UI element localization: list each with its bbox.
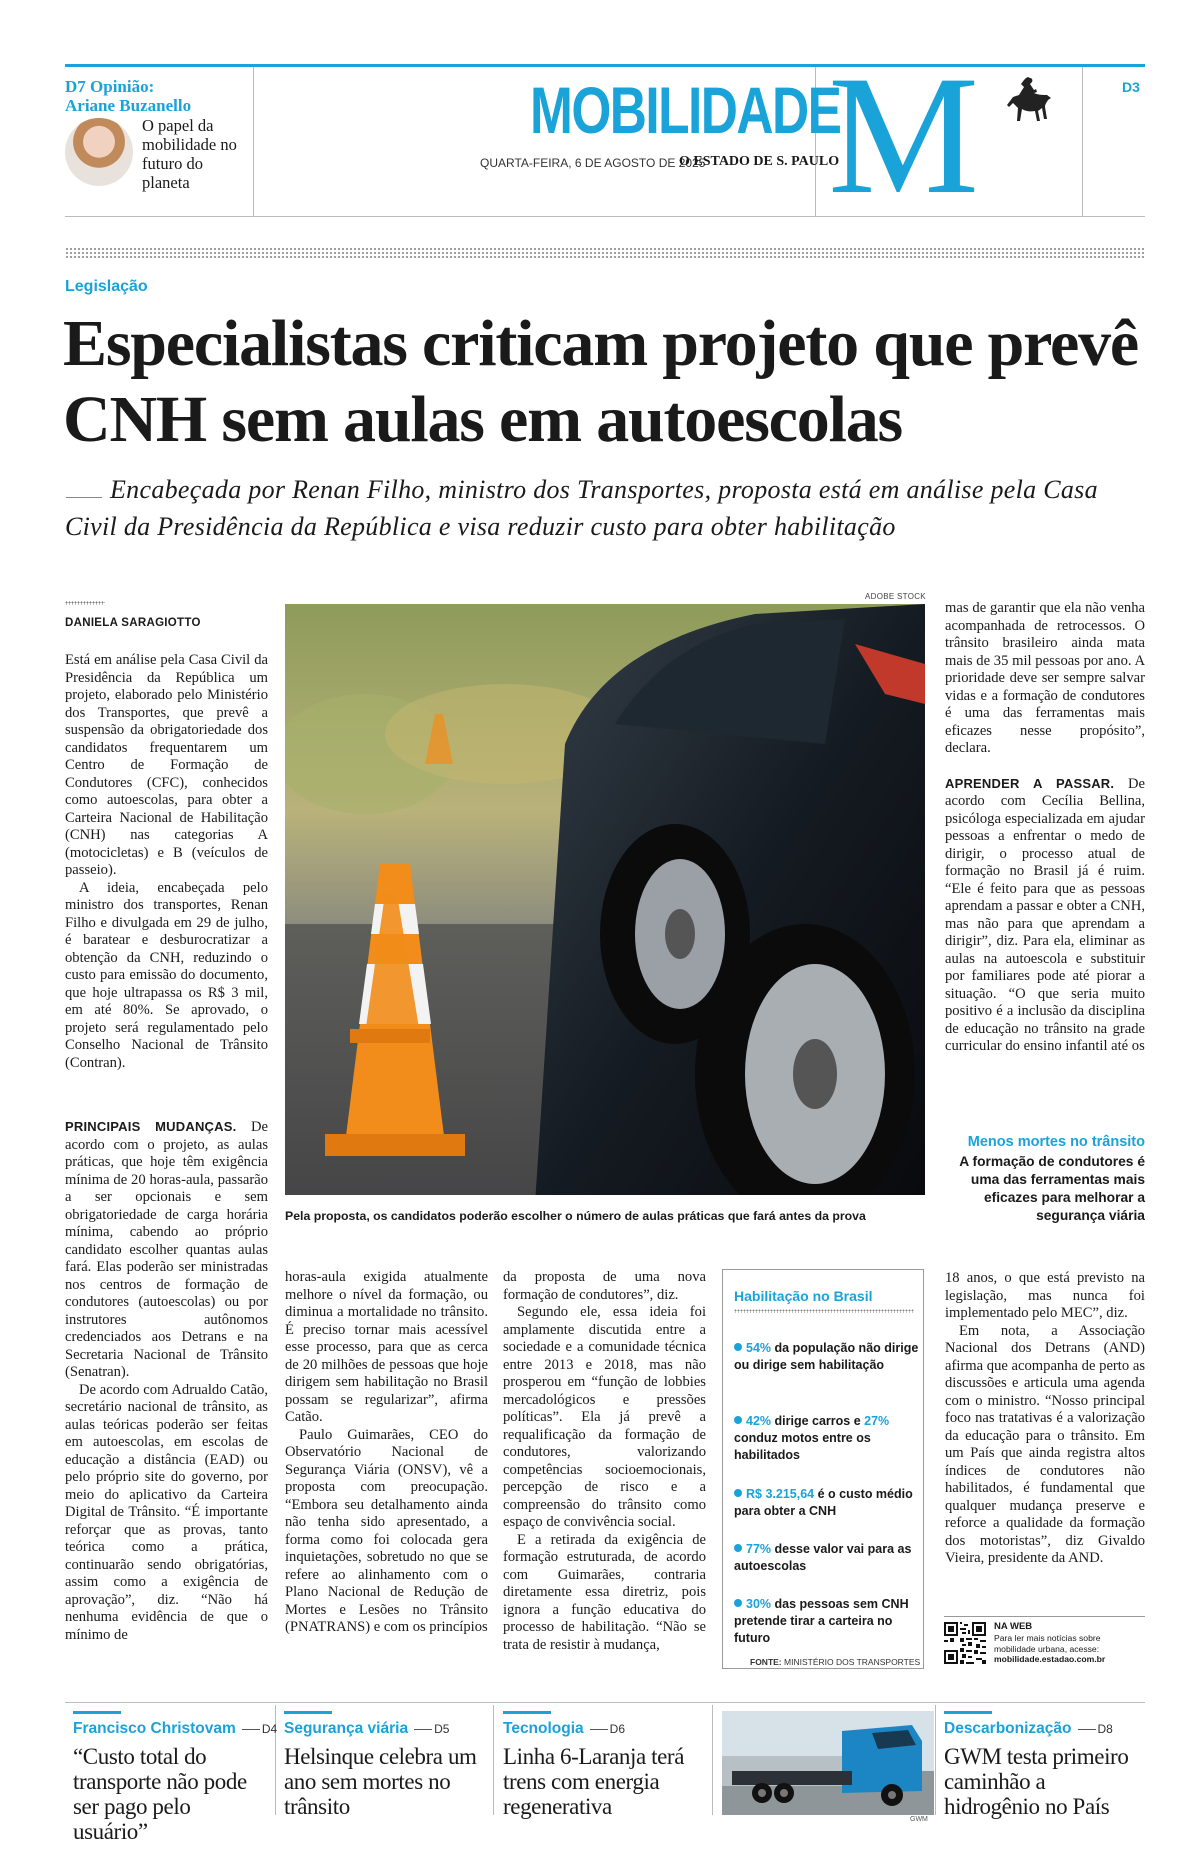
infobox-title: Habilitação no Brasil — [734, 1288, 873, 1304]
newspaper-name: O ESTADO DE S. PAULO — [679, 154, 840, 169]
byline-dots — [65, 601, 105, 605]
section-title: MOBILIDADE — [530, 73, 841, 147]
stat-item — [734, 1340, 919, 1374]
stat-item — [734, 1413, 919, 1464]
teaser-section — [503, 1720, 705, 1738]
stat-number: 54% — [746, 1341, 772, 1355]
teaser-bar — [944, 1711, 992, 1714]
stat-number: 42% — [746, 1414, 772, 1428]
stat-text: das pessoas sem CNH pretende tirar a carteira no futuro — [734, 1597, 909, 1645]
paragraph: E a retirada da exigência de formação estruturada, de acordo com Guimarães, contraria diretamente essa diretriz, pois ignora a função educativa do processo de habilitação. “Não se trata de resistir à mudança, — [503, 1531, 706, 1653]
teaser-section-name: Segurança viária — [284, 1720, 409, 1737]
article-column-1-continued — [65, 1118, 268, 1644]
stat-item — [734, 1541, 919, 1575]
article-deck: Encabeçada por Renan Filho, ministro dos Transportes, proposta está em análise pela Casa Civil da Presidência da República e visa reduzir custo para obter habilitação — [65, 475, 1098, 541]
divider — [1082, 67, 1083, 217]
teaser-bar — [73, 1711, 121, 1714]
teaser-section — [284, 1720, 486, 1738]
teaser-descarbonizacao[interactable] — [944, 1711, 1145, 1819]
teaser-page: D6 — [590, 1722, 625, 1736]
teaser-section-name: Descarbonização — [944, 1720, 1072, 1737]
stat-text: desse valor vai para as autoescolas — [734, 1542, 912, 1573]
stat-item — [734, 1486, 919, 1520]
bullet-icon — [734, 1343, 742, 1351]
web-text: Para ler mais notícias sobre mobilidade urbana, acesse: — [994, 1633, 1101, 1654]
paragraph: da proposta de uma nova formação de condutores”, diz. — [503, 1269, 706, 1303]
edition-date: QUARTA-FEIRA, 6 DE AGOSTO DE 2025 — [480, 156, 706, 170]
bullet-icon — [734, 1544, 742, 1552]
paragraph — [945, 775, 1145, 1056]
qr-code-icon[interactable] — [944, 1622, 986, 1664]
opinion-link[interactable] — [65, 77, 191, 115]
pull-quote-text: A formação de condutores é uma das ferramentas mais eficazes para melhorar a segurança viária — [959, 1154, 1145, 1223]
paragraph: Em nota, a Associação Nacional dos Detrans (AND) afirma que acompanha de perto as discussões e articula uma agenda com o ministro. “Nosso principal foco nas tratativas é a valorização da educação para o trânsito. Em um País que ainda registra altos índices de condutores não habilitados, é fundamental que qualquer mudança preserve e reforce a qualidade da formação dos motoristas”, diz Givaldo Vieira, presidente da AND. — [945, 1322, 1145, 1566]
teaser-page: D8 — [1078, 1722, 1113, 1736]
teaser-headline: Linha 6-Laranja terá trens com energia regenerativa — [503, 1744, 684, 1819]
source-label: FONTE: — [750, 1657, 782, 1667]
stat-number: 77% — [746, 1542, 772, 1556]
truck-photo[interactable] — [722, 1711, 934, 1815]
article-column-3 — [503, 1269, 706, 1654]
stat-number: 27% — [864, 1414, 890, 1428]
teaser-section — [73, 1720, 278, 1738]
article-kicker: Legislação — [65, 278, 148, 295]
paragraph-text: De acordo com Cecília Bellina, psicóloga especializada em ajudar pessoas a enfrentar o medo de dirigir, o processo atual de formação no Brasil já é ruim. “Ele é feito para que as pessoas aprendam a passar e obter a CNH, mas não para que aprendam a dirigir”, diz. Para ela, eliminar as aulas na autoescola e substituir por familiares pode até piorar a situação. “O que seria muito positivo é a inclusão da disciplina de educação no trânsito na grade curricular do ensino infantil até os — [945, 775, 1145, 1054]
teaser-section-name: Tecnologia — [503, 1720, 584, 1737]
stat-number: 30% — [746, 1597, 772, 1611]
divider — [253, 67, 254, 217]
stat-text: dirige carros e — [774, 1414, 861, 1428]
photo-credit: ADOBE STOCK — [865, 592, 926, 601]
author-avatar — [65, 118, 133, 186]
opinion-title[interactable]: O papel da mobilidade no futuro do planeta — [142, 116, 237, 192]
stat-text: conduz motos entre os habilitados — [734, 1431, 871, 1462]
subhead-aprender-a-passar: APRENDER A PASSAR. — [945, 775, 1115, 791]
page-number: D3 — [1122, 79, 1140, 95]
section-logo-letter: M — [828, 41, 980, 229]
teaser-bar — [284, 1711, 332, 1714]
paragraph: mas de garantir que ela não venha acompanhada de retrocessos. O trânsito brasileiro ainda mata mais de 35 mil pessoas por ano. A prioridade deve ser sempre salvar vidas e a formação de condutores é uma das ferramentas mais eficazes nesse propósito”, declara. — [945, 600, 1145, 756]
article-column-1 — [65, 652, 268, 1072]
source-text: MINISTÉRIO DOS TRANSPORTES — [784, 1657, 921, 1667]
divider — [493, 1705, 494, 1815]
opinion-kicker: D7 Opinião: — [65, 77, 155, 96]
dotted-divider — [65, 247, 1145, 259]
article-column-2 — [285, 1269, 488, 1637]
paragraph: Segundo ele, essa ideia foi amplamente discutida entre a sociedade e a comunidade técnica entre 2013 e 2018, mas não prosperou em “função de lobbies mercadológicos e pressões políticas”. Ela já prevê a requalificação da formação de condutores, valorizando competências socioemocionais, percepção de risco e a compreensão do trânsito como espaço de convivência social. — [503, 1304, 706, 1530]
teaser-bar — [503, 1711, 551, 1714]
teaser-headline: Helsinque celebra um ano sem mortes no trânsito — [284, 1744, 477, 1819]
teaser-page: D4 — [242, 1722, 277, 1736]
paragraph: Paulo Guimarães, CEO do Observatório Nacional de Segurança Viária (ONSV), vê a proposta com preocupação. “Embora seu detalhamento ainda não tenha sido apresentado, a forma como foi colocada gera inquietações, sobretudo no que se refere ao alinhamento com o Plano Nacional de Redução de Mortes e Lesões no Trânsito (PNATRANS) e com os princípios — [285, 1426, 488, 1635]
article-column-4 — [945, 600, 1145, 1056]
article-photo — [285, 604, 925, 1195]
bullet-icon — [734, 1416, 742, 1424]
paragraph: A ideia, encabeçada pelo ministro dos transportes, Renan Filho e divulgada em 29 de julho, é baratear e desburocratizar a obtenção da CNH, reduzindo o custo para emissão do documento, que hoje ultrapassa os R$ 3 mil, em até 80%. Se aprovado, o projeto será regulamentado pelo Conselho Nacional de Trânsito (Contran). — [65, 879, 268, 1071]
stat-text: é o custo médio para obter a CNH — [734, 1487, 913, 1518]
infobox-dots — [734, 1309, 914, 1313]
paragraph: horas-aula exigida atualmente melhore o nível da formação, ou diminua a mortalidade no trânsito. É preciso tornar mais acessível esse processo, para que as cerca de 20 milhões de pessoas que hoje dirigem sem habilitação no Brasil possam se regularizar”, afirma Catão. — [285, 1269, 488, 1425]
web-title: NA WEB — [994, 1621, 1033, 1632]
article-headline: Especialistas criticam projeto que prevê CNH sem aulas em autoescolas — [63, 307, 1139, 456]
paragraph: De acordo com Adrualdo Catão, secretário nacional de trânsito, as aulas teóricas poderão ser feitas em autoescolas, em escolas de educação a distância (EAD) ou pelo próprio site do governo, por meio do aplicativo da Carteira Digital de Trânsito. “É importante reforçar que as provas, tanto teórica como a prática, continuarão sendo obrigatórias, assim como a exigência de aprovação”, diz. “Não há nenhuma evidência de que o mínimo de — [65, 1381, 268, 1643]
stat-item — [734, 1596, 919, 1647]
teaser-francisco-christovam[interactable] — [73, 1711, 278, 1844]
teaser-section-name: Francisco Christovam — [73, 1720, 236, 1737]
hydrogen-truck-image — [722, 1711, 934, 1815]
divider — [712, 1705, 713, 1815]
horse-rider-logo-icon — [1004, 76, 1056, 134]
byline: DANIELA SARAGIOTTO — [65, 617, 201, 629]
teaser-headline: GWM testa primeiro caminhão a hidrogênio no País — [944, 1744, 1129, 1819]
stat-text: da população não dirige ou dirige sem habilitação — [734, 1341, 919, 1372]
teaser-seguranca-viaria[interactable] — [284, 1711, 486, 1819]
opinion-author: Ariane Buzanello — [65, 96, 192, 115]
teaser-tecnologia[interactable] — [503, 1711, 705, 1819]
pull-quote-title: Menos mortes no trânsito — [967, 1134, 1145, 1150]
bullet-icon — [734, 1489, 742, 1497]
paragraph — [65, 1118, 268, 1382]
infobox-source — [750, 1657, 920, 1667]
divider — [935, 1705, 936, 1815]
teaser-headline: “Custo total do transporte não pode ser pago pelo usuário” — [73, 1744, 247, 1844]
stat-number: R$ 3.215,64 — [746, 1487, 815, 1501]
paragraph: Está em análise pela Casa Civil da Presidência da República um projeto, elaborado pelo Ministério dos Transportes, que prevê a suspensão da obrigatoriedade dos candidatos frequentarem um Centro de Formação de Condutores (CFC), conhecidos como autoescolas, para obter a Carteira Nacional de Habilitação (CNH) nas categorias A (motocicletas) e B (veículos de passeio). — [65, 652, 268, 878]
paragraph-text: De acordo com o projeto, as aulas práticas, que hoje têm exigência mínima de 20 horas-aula, passarão a ser opcionais e sem obrigatoriedade de carga horária mínima, cabendo ao próprio candidato escolher quantas aulas fará. Elas poderão ser ministradas nos centros de formação de condutores (autoescolas) ou por instrutores autônomos credenciados aos Detrans e na Secretaria Nacional de Trânsito (Senatran). — [65, 1119, 268, 1380]
paragraph: 18 anos, o que está previsto na legislação, mas nunca foi implementado pelo MEC”, diz. — [945, 1270, 1145, 1321]
car-with-cones-image — [285, 604, 925, 1195]
photo-caption: Pela proposta, os candidatos poderão escolher o número de aulas práticas que fará antes da prova — [285, 1209, 866, 1223]
bullet-icon — [734, 1599, 742, 1607]
truck-photo-credit: GWM — [910, 1816, 928, 1823]
subhead-principais-mudancas: PRINCIPAIS MUDANÇAS. — [65, 1119, 237, 1134]
article-column-4-continued — [945, 1270, 1145, 1568]
web-url-link[interactable]: mobilidade.estadao.com.br — [994, 1654, 1106, 1664]
teaser-page: D5 — [414, 1722, 449, 1736]
teaser-section — [944, 1720, 1145, 1738]
